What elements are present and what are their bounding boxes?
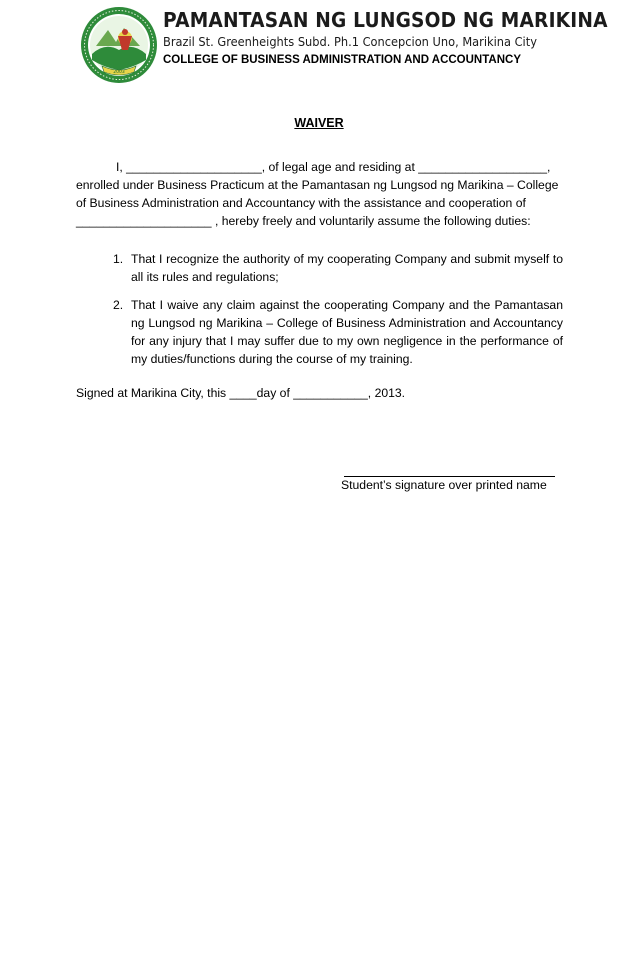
college-name: COLLEGE OF BUSINESS ADMINISTRATION AND ACCOUNTANCY bbox=[163, 54, 521, 66]
list-item bbox=[113, 296, 563, 368]
intro-line: I, ____________________, of legal age and residing at ___________________, bbox=[116, 160, 551, 174]
intro-line: ____________________ , hereby freely and voluntarily assume the following duties: bbox=[76, 214, 531, 228]
university-name: PAMANTASAN NG LUNGSOD NG MARIKINA bbox=[163, 8, 608, 32]
signed-line: Signed at Marikina City, this ____day of ___________, 2013. bbox=[76, 386, 406, 400]
document-title: WAIVER bbox=[294, 116, 344, 130]
list-item bbox=[113, 250, 563, 286]
signature-label: Student’s signature over printed name bbox=[341, 478, 547, 492]
duties-list bbox=[113, 250, 563, 368]
list-item-number: 1. bbox=[113, 252, 124, 266]
intro-paragraph bbox=[76, 158, 563, 230]
university-address: Brazil St. Greenheights Subd. Ph.1 Concepcion Uno, Marikina City bbox=[163, 35, 537, 49]
list-item-number: 2. bbox=[113, 298, 124, 312]
svg-text:2003: 2003 bbox=[113, 70, 125, 76]
university-seal-icon bbox=[80, 6, 158, 84]
list-item-text: That I waive any claim against the cooperating Company and the Pamantasan ng Lungsod ng Marikina – College of Business Administration and Accountancy for any injury that I may suffer due to my own negligence in the performance of my duties/functions during the course of my training. bbox=[131, 298, 563, 366]
signature-line bbox=[344, 476, 555, 477]
list-item-text: That I recognize the authority of my cooperating Company and submit myself to all its rules and regulations; bbox=[131, 252, 563, 284]
intro-line: of Business Administration and Accountancy with the assistance and cooperation of bbox=[76, 196, 526, 210]
intro-line: enrolled under Business Practicum at the Pamantasan ng Lungsod ng Marikina – College bbox=[76, 178, 559, 192]
